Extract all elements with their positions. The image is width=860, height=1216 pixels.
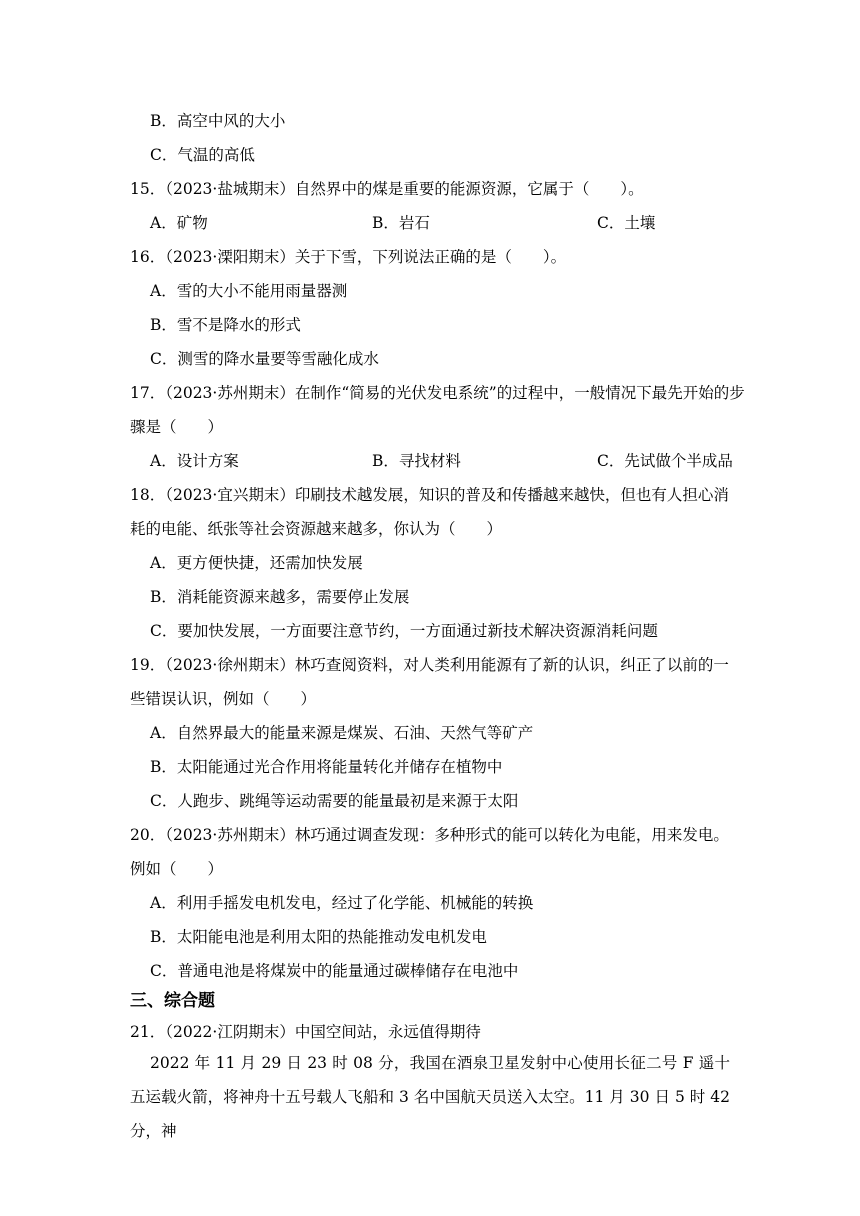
option-b: B．太阳能通过光合作用将能量转化并储存在植物中 bbox=[150, 758, 503, 776]
option-b: B．寻找材料 bbox=[372, 452, 461, 470]
option-c: C．土壤 bbox=[597, 214, 656, 232]
option-b: B．岩石 bbox=[372, 214, 430, 232]
question-18: 18．（2023·宜兴期末）印刷技术越发展，知识的普及和传播越来越快，但也有人担心消 bbox=[130, 486, 729, 504]
question-15-options bbox=[150, 213, 750, 233]
option-c: C．要加快发展，一方面要注意节约，一方面通过新技术解决资源消耗问题 bbox=[150, 622, 658, 640]
question-21: 21．（2022·江阴期末）中国空间站，永远值得期待 bbox=[130, 1023, 481, 1041]
option-b: B．高空中风的大小 bbox=[150, 112, 286, 130]
option-a: A．更方便快捷，还需加快发展 bbox=[150, 554, 363, 572]
option-a: A．自然界最大的能量来源是煤炭、石油、天然气等矿产 bbox=[150, 724, 534, 742]
option-a: A．雪的大小不能用雨量器测 bbox=[150, 282, 348, 300]
question-20-continued: 例如（ ） bbox=[130, 860, 224, 878]
option-c: C．人跑步、跳绳等运动需要的能量最初是来源于太阳 bbox=[150, 792, 519, 810]
question-20: 20．（2023·苏州期末）林巧通过调查发现：多种形式的能可以转化为电能，用来发电。 bbox=[130, 826, 729, 844]
question-17-options bbox=[150, 451, 750, 471]
question-17-continued: 骤是（ ） bbox=[130, 418, 224, 436]
option-a: A．矿物 bbox=[150, 214, 208, 232]
question-19-continued: 些错误认识，例如（ ） bbox=[130, 690, 317, 708]
question-15: 15．（2023·盐城期末）自然界中的煤是重要的能源资源，它属于（ ）。 bbox=[130, 180, 644, 198]
option-c: C．先试做个半成品 bbox=[597, 452, 733, 470]
option-c: C．普通电池是将煤炭中的能量通过碳棒储存在电池中 bbox=[150, 962, 519, 980]
section-heading: 三、综合题 bbox=[130, 991, 215, 1011]
question-21-paragraph: 2022 年 11 月 29 日 23 时 08 分，我国在酒泉卫星发射中心使用长征二号 F 遥十五运载火箭，将神舟十五号载人飞船和 3 名中国航天员送入太空。11 月 30 日 5 时 42 分，神 bbox=[130, 1054, 730, 1140]
option-a: A．设计方案 bbox=[150, 452, 239, 470]
option-b: B．雪不是降水的形式 bbox=[150, 316, 301, 334]
question-19: 19．（2023·徐州期末）林巧查阅资料，对人类利用能源有了新的认识，纠正了以前的一 bbox=[130, 656, 729, 674]
question-16: 16．（2023·溧阳期末）关于下雪，下列说法正确的是（ ）。 bbox=[130, 248, 567, 266]
option-a: A．利用手摇发电机发电，经过了化学能、机械能的转换 bbox=[150, 894, 534, 912]
option-b: B．消耗能资源来越多，需要停止发展 bbox=[150, 588, 410, 606]
question-17: 17．（2023·苏州期末）在制作“简易的光伏发电系统”的过程中，一般情况下最先开始的步 bbox=[130, 384, 745, 402]
option-b: B．太阳能电池是利用太阳的热能推动发电机发电 bbox=[150, 928, 487, 946]
question-18-continued: 耗的电能、纸张等社会资源越来越多，你认为（ ） bbox=[130, 520, 503, 538]
option-c: C．气温的高低 bbox=[150, 146, 255, 164]
option-c: C．测雪的降水量要等雪融化成水 bbox=[150, 350, 379, 368]
